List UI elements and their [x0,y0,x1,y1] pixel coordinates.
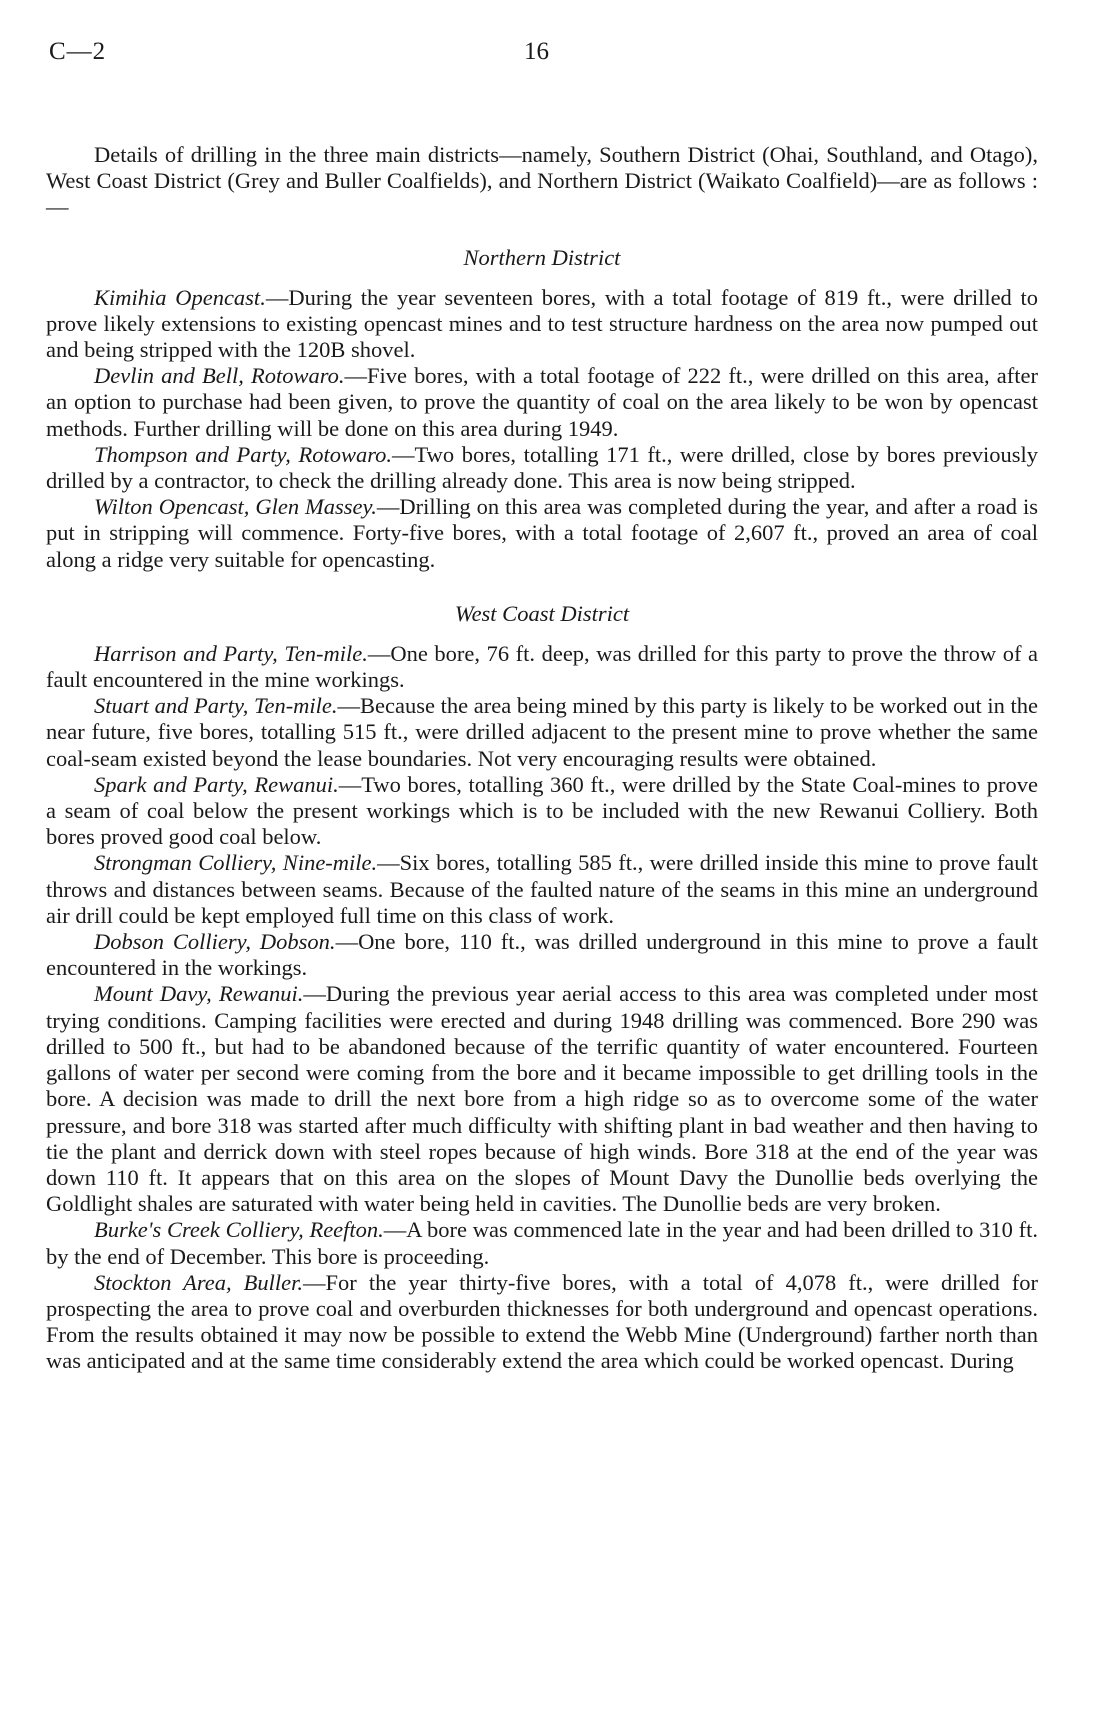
entry-paragraph [46,981,1038,1217]
entry-text: —A bore was commenced late in the year and had been drilled to 310 ft. by the end of December. This bore is proceeding. [46,1217,1038,1269]
entry-title: Thompson and Party, Rotowaro. [94,441,392,467]
entry-title: Devlin and Bell, Rotowaro. [94,363,345,389]
entry-paragraph [46,494,1038,573]
document-page [46,38,1038,1375]
entry-text: —During the previous year aerial access to this area was completed under most trying conditions. Camping facilities were erected and during 1948 drilling was commenced. Bore 290 was drilled to 500 ft., but had to be abandoned because of the terrific quantity of water encountered. Fourteen gallons of water per second were coming from the bore and it became impossible to get drilling tools in the bore. A decision was made to drill the next bore from a high ridge so as to overcome some of the water pressure, and bore 318 was started after much difficulty with shifting plant in bad weather and then having to tie the plant and derrick down with steel ropes because of high winds. Bore 318 at the end of the year was down 110 ft. It appears that on this area on the slopes of Mount Davy the Dunollie beds overlying the Goldlight shales are saturated with water being held in cavities. The Dunollie beds are very broken. [46,981,1038,1217]
entry-title: Dobson Colliery, Dobson. [94,929,336,955]
entry-title: Strongman Colliery, Nine-mile. [94,850,378,876]
entry-title: Stuart and Party, Ten-mile. [94,693,338,719]
entry-paragraph [46,850,1038,929]
entry-title: Burke's Creek Colliery, Reefton. [94,1217,384,1243]
entry-text: —Six bores, totalling 585 ft., were drilled inside this mine to prove fault throws and distances between seams. Because of the faulted nature of the seams in this mine an underground air drill could be kept employed full time on this class of work. [46,850,1039,928]
entry-paragraph [46,693,1038,772]
section-heading-northern: Northern District [463,244,621,270]
entry-text: —Five bores, with a total footage of 222 ft., were drilled on this area, after an option to purchase had been given, to prove the quantity of coal on the area likely to be won by opencast methods. Further drilling will be done on this area during 1949. [46,363,1038,441]
page-header [46,38,1038,90]
entry-paragraph [46,929,1038,981]
entry-paragraph [46,1270,1038,1375]
entry-title: Spark and Party, Rewanui. [94,771,339,797]
entry-title: Harrison and Party, Ten-mile. [94,640,368,666]
entry-text: —Two bores, totalling 360 ft., were drilled by the State Coal-mines to prove a seam of coal below the present workings which is to be included with the new Rewanui Colliery. Both bores proved good coal below. [46,771,1038,850]
entry-text: —One bore, 110 ft., was drilled underground in this mine to prove a fault encountered in the workings. [46,929,1038,981]
document-code: C—2 [49,38,107,65]
entry-text: —Drilling on this area was completed during the year, and after a road is put in stripping will commence. Forty-five bores, with a total footage of 2,607 ft., proved an area of coal along a ridge very suitable for opencasting. [46,494,1038,572]
entry-paragraph [46,363,1038,442]
entry-text: —Because the area being mined by this party is likely to be worked out in the near future, five bores, totalling 515 ft., were drilled adjacent to the present mine to prove whether the same coal-seam existed beyond the lease boundaries. Not very encouraging results were obtained. [46,693,1038,771]
entry-text: —Two bores, totalling 171 ft., were drilled, close by bores previously drilled by a contractor, to check the drilling already done. This area is now being stripped. [46,441,1038,494]
entry-paragraph [46,772,1038,851]
entry-text: —During the year seventeen bores, with a total footage of 819 ft., were drilled to prove likely extensions to existing opencast mines and to test structure hardness on the area now pumped out and being stripped with the 120B shovel. [46,284,1039,363]
entry-title: Mount Davy, Rewanui. [94,981,304,1007]
entry-text: —For the year thirty-five bores, with a total of 4,078 ft., were drilled for prospecting the area to prove coal and overburden thicknesses for both underground and opencast operations. From the results obtained it may now be possible to extend the Webb Mine (Underground) farther north than was anticipated and at the same time considerably extend the area which could be worked opencast. During [46,1269,1038,1374]
entry-text: —One bore, 76 ft. deep, was drilled for this party to prove the throw of a fault encountered in the mine workings. [46,640,1038,693]
section-heading-west-coast: West Coast District [454,600,630,626]
entry-paragraph [46,1217,1038,1269]
entry-paragraph [46,442,1038,494]
entry-title: Wilton Opencast, Glen Massey. [94,494,377,520]
entry-paragraph [46,641,1038,693]
page-number: 16 [524,38,549,65]
intro-paragraph: Details of drilling in the three main districts—namely, Southern District (Ohai, Southland, and Otago), West Coast District (Grey and Buller Coalfields), and Northern District (Waikato Coalfield)—are as follows :— [46,142,1038,220]
entry-title: Stockton Area, Buller. [94,1269,304,1295]
entry-title: Kimihia Opencast. [94,284,266,310]
entry-paragraph [46,285,1038,364]
